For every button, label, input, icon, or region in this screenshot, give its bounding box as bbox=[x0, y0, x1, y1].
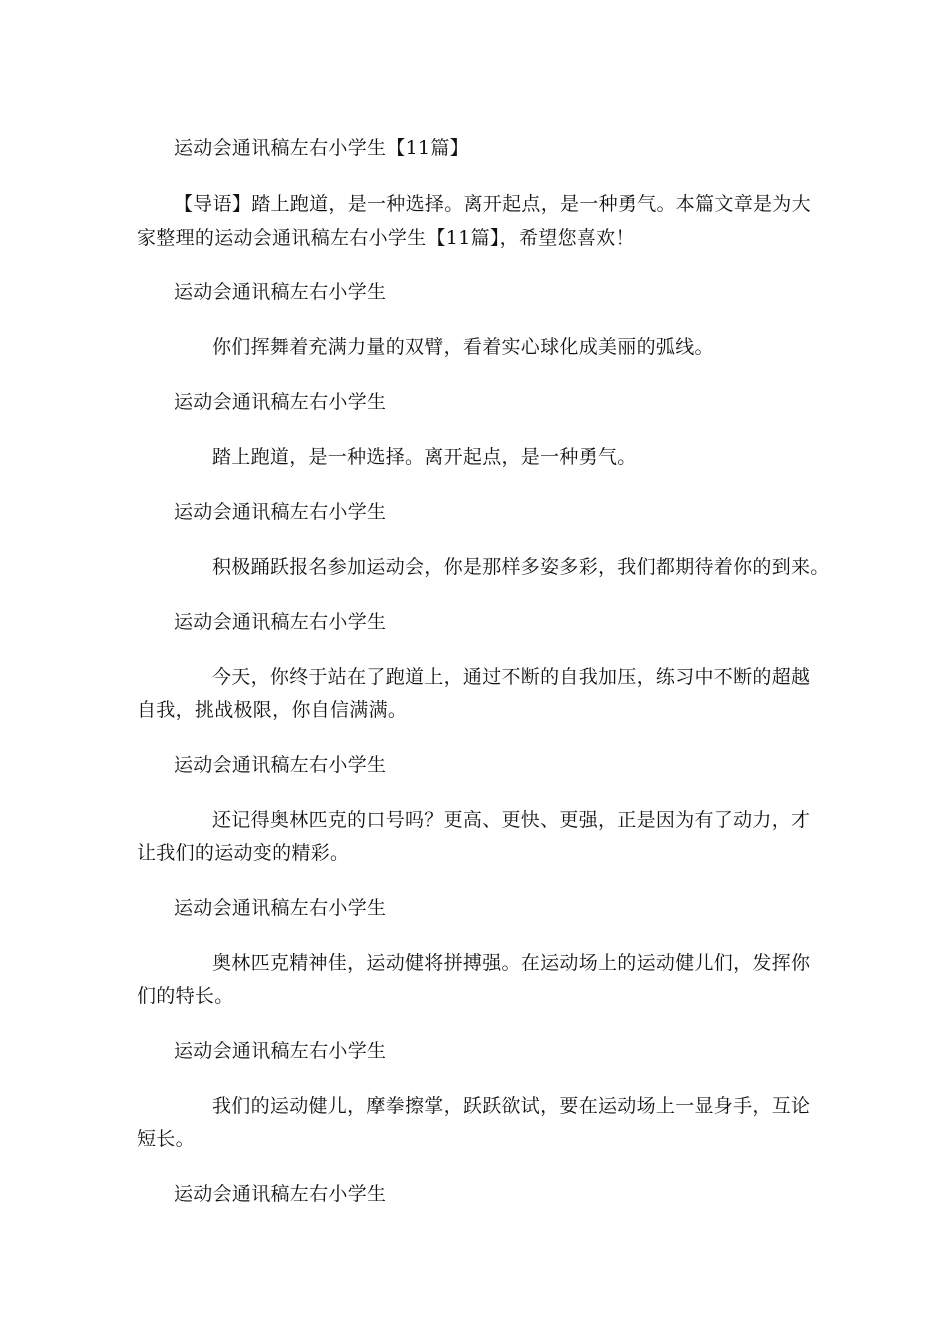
section-heading: 运动会通讯稿左右小学生 bbox=[174, 611, 387, 633]
paragraph-line: 奥林匹克精神佳，运动健将拼搏强。在运动场上的运动健儿们，发挥你 bbox=[212, 952, 811, 974]
paragraph-line: 你们挥舞着充满力量的双臂，看着实心球化成美丽的弧线。 bbox=[212, 336, 714, 358]
paragraph-line: 短长。 bbox=[137, 1128, 195, 1150]
paragraph-line: 今天，你终于站在了跑道上，通过不断的自我加压，练习中不断的超越 bbox=[212, 666, 811, 688]
intro-line-2: 家整理的运动会通讯稿左右小学生【11篇】，希望您喜欢！ bbox=[137, 227, 635, 249]
section-heading: 运动会通讯稿左右小学生 bbox=[174, 1183, 387, 1205]
paragraph-line: 自我，挑战极限，你自信满满。 bbox=[137, 699, 408, 721]
section-heading: 运动会通讯稿左右小学生 bbox=[174, 501, 387, 523]
section-heading: 运动会通讯稿左右小学生 bbox=[174, 897, 387, 919]
paragraph-line: 我们的运动健儿，摩拳擦掌，跃跃欲试，要在运动场上一显身手，互论 bbox=[212, 1095, 811, 1117]
paragraph-line: 踏上跑道，是一种选择。离开起点，是一种勇气。 bbox=[212, 446, 637, 468]
section-heading: 运动会通讯稿左右小学生 bbox=[174, 754, 387, 776]
paragraph-line: 还记得奥林匹克的口号吗？更高、更快、更强，正是因为有了动力，才 bbox=[212, 809, 811, 831]
paragraph-line: 让我们的运动变的精彩。 bbox=[137, 842, 350, 864]
section-heading: 运动会通讯稿左右小学生 bbox=[174, 1040, 387, 1062]
section-heading: 运动会通讯稿左右小学生 bbox=[174, 391, 387, 413]
paragraph-line: 积极踊跃报名参加运动会，你是那样多姿多彩，我们都期待着你的到来。 bbox=[212, 556, 830, 578]
section-heading: 运动会通讯稿左右小学生 bbox=[174, 281, 387, 303]
intro-line-1: 【导语】踏上跑道，是一种选择。离开起点，是一种勇气。本篇文章是为大 bbox=[174, 193, 811, 215]
document-title: 运动会通讯稿左右小学生【11篇】 bbox=[174, 137, 469, 159]
paragraph-line: 们的特长。 bbox=[137, 985, 234, 1007]
